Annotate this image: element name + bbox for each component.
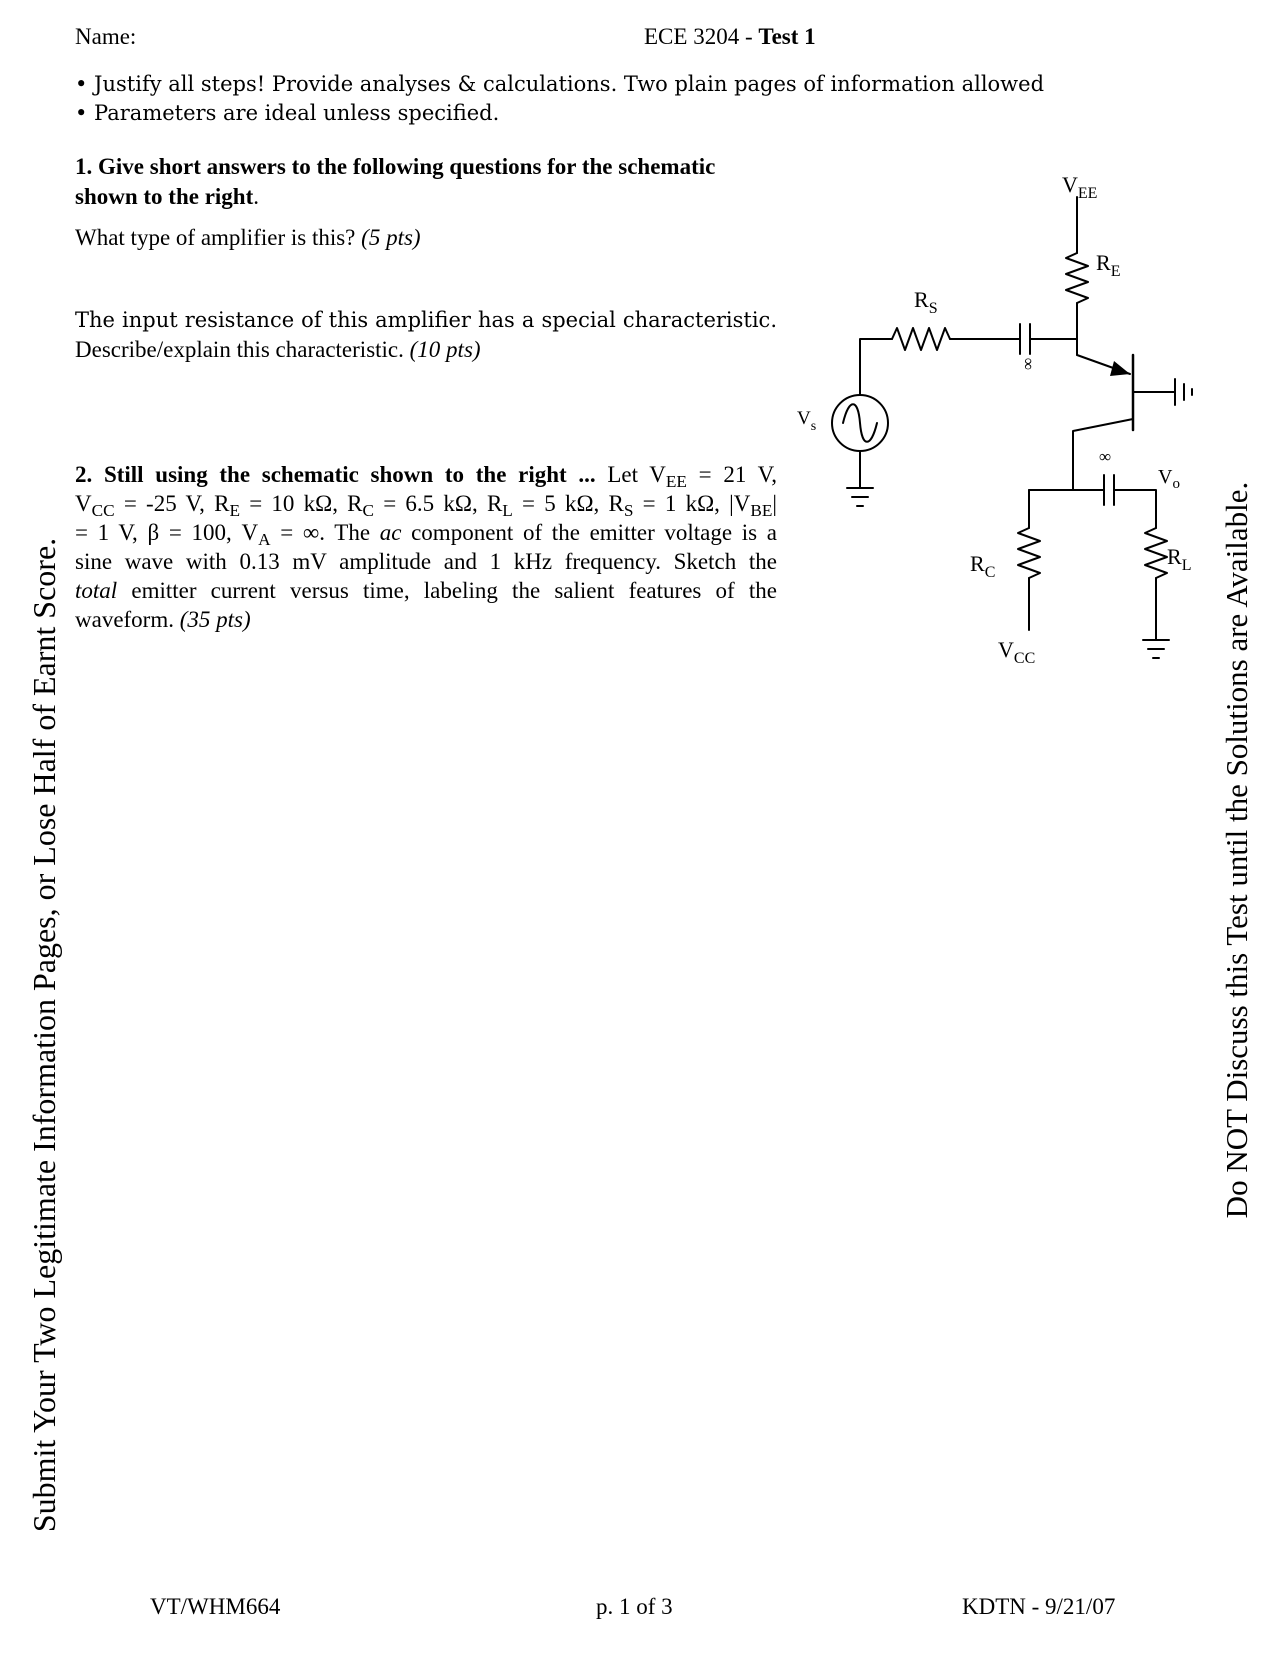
resistor-re <box>1066 253 1088 303</box>
label-re-sub: E <box>1110 263 1121 280</box>
label-re <box>1096 250 1120 280</box>
label-rs-main: R <box>914 287 929 312</box>
side-note-right: Do NOT Discuss this Test until the Solutions are Available. <box>1219 481 1254 1219</box>
label-rs-sub: S <box>928 300 938 317</box>
wire-source-top <box>860 339 892 395</box>
q2-l2-c: = 10 kΩ, R <box>240 491 363 516</box>
label-vs-sub: s <box>810 419 817 434</box>
capacitor-output <box>1104 475 1114 505</box>
course-code: ECE 3204 - <box>644 24 759 49</box>
q2-l3-a: = 1 V, β = 100, V <box>75 520 259 545</box>
q2-l2-e: = 5 kΩ, R <box>512 491 624 516</box>
q2-l2-f: = 1 kΩ, |V <box>633 491 751 516</box>
label-rc-main: R <box>970 551 985 576</box>
label-vee <box>1062 172 1097 202</box>
q2-l2-sub4: L <box>502 501 513 521</box>
footer-left: VT/WHM664 <box>150 1594 281 1619</box>
q1-part-b-line-2-text: Describe/explain this characteristic. <box>75 337 410 362</box>
label-vo <box>1158 466 1180 492</box>
ground-symbol-source <box>847 488 873 506</box>
q1-heading-line-2-text: shown to the right <box>75 184 254 209</box>
q1-heading-period: . <box>253 184 260 209</box>
q2-l5-rest: emitter current versus time, labeling the salient features of the <box>117 578 777 603</box>
capacitor-input <box>1020 324 1030 354</box>
q2-l3-b: = ∞. The <box>270 520 380 545</box>
instruction-2: • Parameters are ideal unless specified. <box>75 101 500 125</box>
label-vee-main: V <box>1062 172 1078 197</box>
label-rc-sub: C <box>984 564 996 581</box>
label-vee-sub: EE <box>1077 185 1098 202</box>
label-rs <box>914 287 938 317</box>
label-vcc-main: V <box>998 637 1014 662</box>
q2-l3-c: component of the emitter voltage is a <box>401 520 778 545</box>
label-vcc-sub: CC <box>1013 650 1036 667</box>
label-vo-main: V <box>1158 466 1173 488</box>
q2-l2-a: V <box>75 491 92 516</box>
resistor-rl <box>1145 528 1167 578</box>
q1-part-a-points: (5 pts) <box>361 225 421 250</box>
q2-l6-text: waveform. <box>75 607 180 632</box>
footer-page-number: p. 1 of 3 <box>596 1594 673 1619</box>
q2-l6-points: (35 pts) <box>179 607 251 632</box>
sine-symbol <box>843 404 877 442</box>
side-note-left: Submit Your Two Legitimate Information Pages, or Lose Half of Earnt Score. <box>26 537 62 1533</box>
footer-right: KDTN - 9/21/07 <box>962 1594 1116 1619</box>
label-vs-main: V <box>797 408 811 429</box>
instruction-1: • Justify all steps! Provide analyses & calculations. Two plain pages of information allowed <box>75 72 1045 96</box>
label-cap-in: ∞ <box>1018 357 1037 370</box>
q2-l2-sub2: E <box>229 501 240 521</box>
name-label: Name: <box>75 24 137 49</box>
test-title: Test 1 <box>758 24 816 49</box>
q1-part-b-points: (10 pts) <box>409 337 481 362</box>
q1-part-b-line-1: The input resistance of this amplifier has a special characteristic. <box>75 308 777 332</box>
wire-cap-rl <box>1114 490 1156 528</box>
ground-symbol-load <box>1143 640 1169 658</box>
label-re-main: R <box>1096 250 1111 275</box>
ground-symbol-base <box>1175 379 1192 405</box>
label-vcc <box>998 637 1035 667</box>
q2-l2-sub1: CC <box>91 501 115 521</box>
q2-l2-b: = -25 V, R <box>114 491 230 516</box>
q2-l1-b: = 21 V, <box>686 462 778 487</box>
q2-l3-sub: A <box>258 530 271 550</box>
q2-l1-sub: EE <box>665 472 687 492</box>
q2-l2-g: | <box>772 491 777 516</box>
q2-l2-sub3: C <box>362 501 375 521</box>
label-rl <box>1167 544 1191 574</box>
q2-l2-sub6: BE <box>750 501 773 521</box>
q2-l5-total: total <box>75 578 118 603</box>
label-rl-sub: L <box>1181 557 1192 574</box>
label-rl-main: R <box>1167 544 1182 569</box>
label-cap-out: ∞ <box>1099 447 1112 466</box>
label-vo-sub: o <box>1172 476 1180 492</box>
q2-l3-ac: ac <box>379 520 402 545</box>
q2-l2-sub5: S <box>623 501 634 521</box>
q2-l1-a: Let V <box>595 462 666 487</box>
resistor-rc <box>1018 528 1040 578</box>
q1-heading-line-1: 1. Give short answers to the following questions for the schematic <box>75 154 716 179</box>
q2-line-4: sine wave with 0.13 mV amplitude and 1 kHz frequency. Sketch the <box>75 549 777 574</box>
q2-l2-d: = 6.5 kΩ, R <box>374 491 503 516</box>
q2-lead: 2. Still using the schematic shown to the right ... <box>75 462 596 487</box>
resistor-rs <box>892 328 950 350</box>
label-rc <box>970 551 995 581</box>
emitter-arrow-icon <box>1110 361 1130 376</box>
q1-part-a-text: What type of amplifier is this? <box>75 225 362 250</box>
label-vs <box>797 408 816 434</box>
